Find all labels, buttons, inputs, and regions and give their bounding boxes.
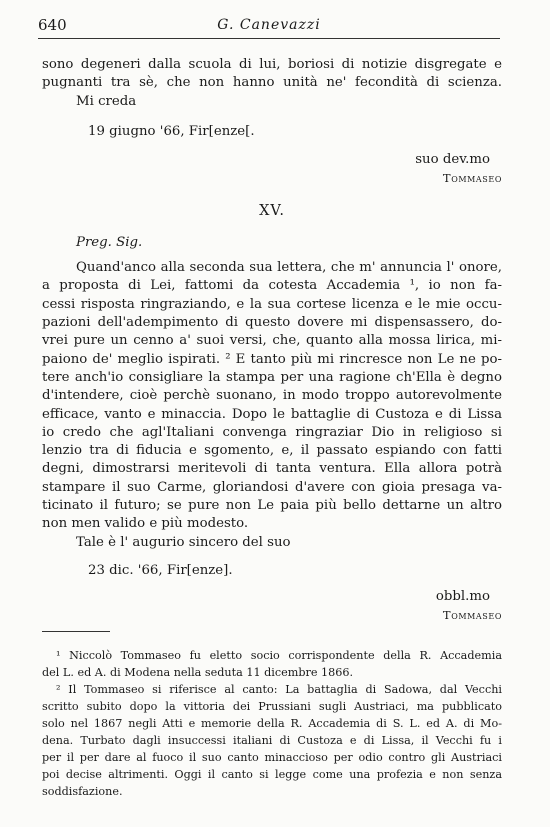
text-line: efficace, vanto e minaccia. Dopo le battaglie di Custoza e di Lissa bbox=[42, 406, 502, 422]
text-line: vrei pure un cenno a' suoi versi, che, quanto alla mossa lirica, mi- bbox=[42, 333, 502, 349]
salutation: Preg. Sig. bbox=[76, 235, 143, 251]
text-line: Mi creda bbox=[76, 93, 137, 109]
text-line: cessi risposta ringraziando, e la sua cortese licenza e le mie occu- bbox=[42, 296, 502, 312]
footnote-rule bbox=[42, 631, 110, 632]
page-number: 640 bbox=[38, 16, 67, 34]
footnote-line: ¹ Niccolò Tommaseo fu eletto socio corrispondente della R. Accademia bbox=[56, 649, 502, 662]
footnote-line: per il per dare al fuoco il suo canto minaccioso per odio contro gli Austriaci bbox=[42, 751, 502, 764]
footnote-line: del L. ed A. di Modena nella seduta 11 dicembre 1866. bbox=[42, 666, 354, 679]
letter-text bbox=[42, 56, 502, 624]
closing-formula: obbl.mo bbox=[435, 589, 490, 605]
page-header bbox=[38, 14, 500, 39]
footnote-line: soddisfazione. bbox=[42, 785, 123, 798]
text-line: paiono de' meglio ispirati. ² E tanto più mi rincresce non Le ne po- bbox=[42, 351, 502, 367]
text-line: pugnanti tra sè, che non hanno unità ne' fecondità di scienza. bbox=[42, 75, 502, 91]
text-line: io credo che agl'Italiani convenga ringraziar Dio in religioso si bbox=[42, 424, 502, 440]
text-line: tere anch'io consigliare la stampa per una ragione ch'Ella è degno bbox=[42, 369, 502, 385]
text-line: ticinato il futuro; se pure non Le paia più bello dettarne un altro bbox=[42, 498, 502, 514]
text-line: d'intendere, cioè perchè suonano, in modo troppo autorevolmente bbox=[42, 388, 502, 404]
text-line: degni, dimostrarsi meritevoli di tanta ventura. Ella allora potrà bbox=[42, 461, 502, 477]
text-line: Tale è l' augurio sincero del suo bbox=[76, 534, 291, 550]
closing-formula: suo dev.mo bbox=[415, 152, 490, 168]
text-line: stampare il suo Carme, gloriandosi d'avere con gioia presaga va- bbox=[42, 479, 502, 495]
footnote-line: scritto subito dopo la vittoria dei Prussiani sugli Austriaci, ma pubblicato bbox=[42, 700, 502, 713]
footnote-line: solo nel 1867 negli Atti e memorie della R. Accademia di S. L. ed A. di Mo- bbox=[42, 717, 502, 730]
signature: Tommaseo bbox=[442, 171, 502, 186]
footnote-line: ² Il Tommaseo si riferisce al canto: La battaglia di Sadowa, dal Vecchi bbox=[56, 683, 502, 696]
letter-number: XV. bbox=[259, 203, 285, 220]
footnote-line: poi decise altrimenti. Oggi il canto si legge come una profezia e non senza bbox=[42, 768, 502, 781]
text-line: lenzio tra di fiducia e sgomento, e, il passato espiando con fatti bbox=[42, 443, 502, 459]
text-line: sono degeneri dalla scuola di lui, boriosi di notizie disgregate e bbox=[42, 57, 502, 72]
footnotes bbox=[42, 647, 502, 800]
footnote-line: dena. Turbato dagli insuccessi italiani di Custoza e di Lissa, il Vecchi fu i bbox=[42, 734, 502, 747]
letter-date: 19 giugno '66, Fir[enze[. bbox=[88, 123, 255, 139]
text-line: pazioni dell'adempimento di questo dovere mi dispensassero, do- bbox=[42, 315, 502, 331]
text-line: Quand'anco alla seconda sua lettera, che m' annuncia l' onore, bbox=[76, 260, 502, 276]
letter-date: 23 dic. '66, Fir[enze]. bbox=[88, 562, 233, 578]
text-line: a proposta di Lei, fattomi da cotesta Accademia ¹, io non fa- bbox=[42, 278, 502, 294]
running-head: G. Canevazzi bbox=[217, 17, 321, 33]
text-line: non men valido e più modesto. bbox=[42, 516, 249, 532]
signature: Tommaseo bbox=[442, 608, 502, 623]
